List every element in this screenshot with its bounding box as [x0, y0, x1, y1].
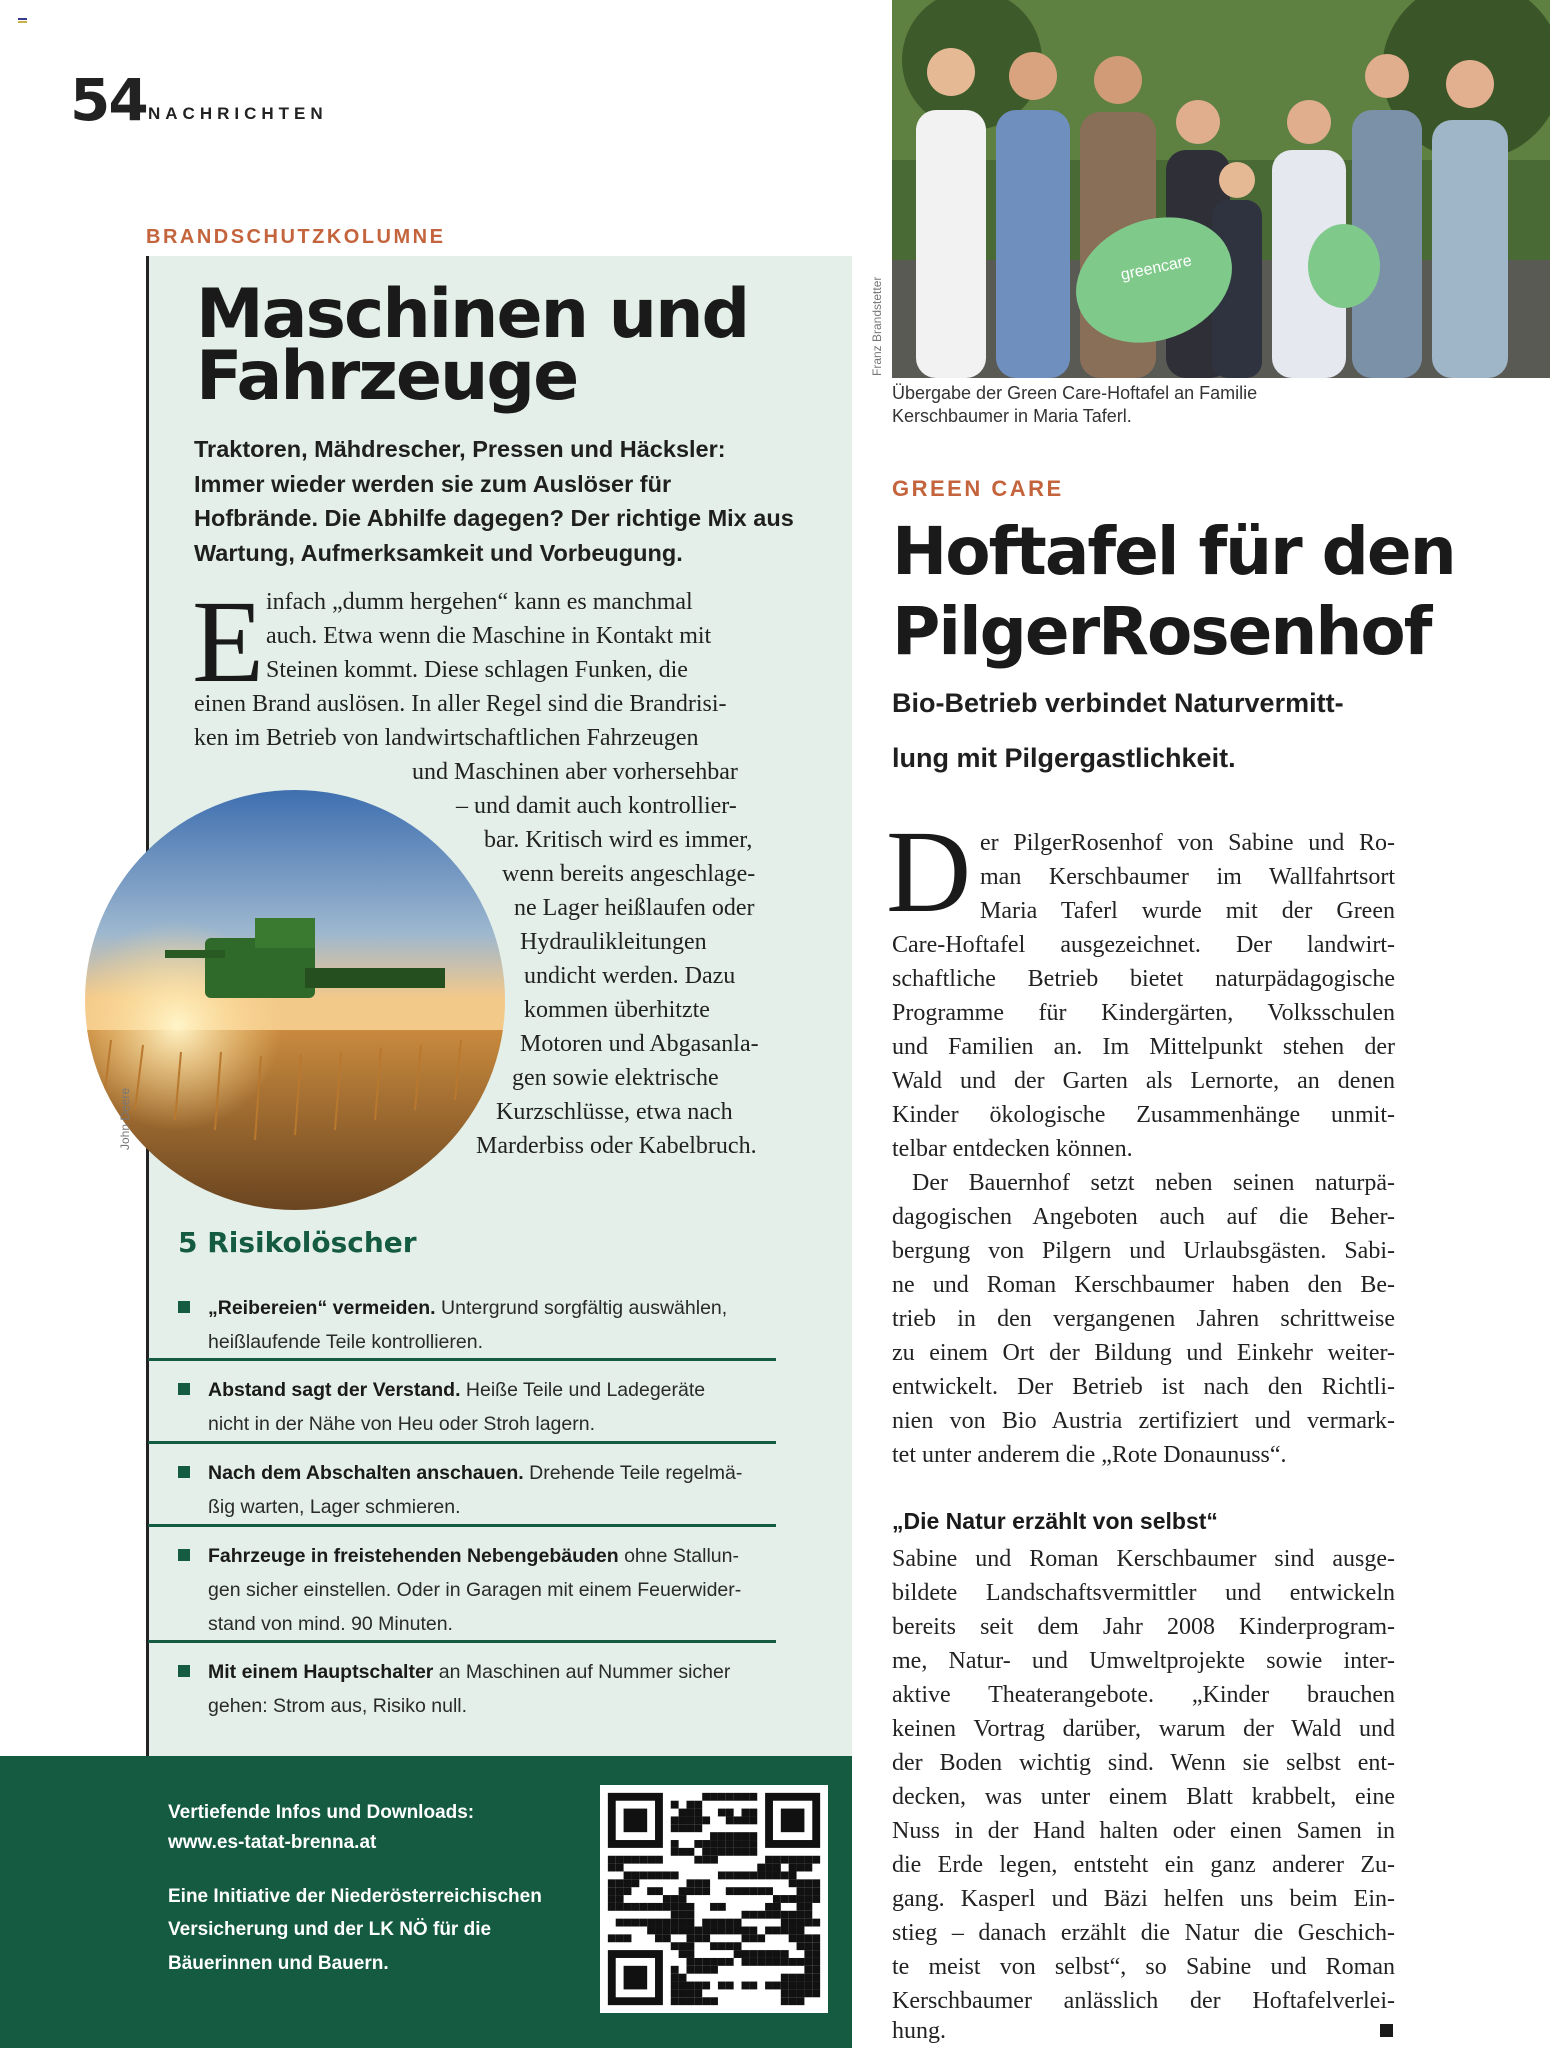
drop-cap: E: [192, 576, 265, 707]
body-line: ken im Betrieb von landwirtschaftlichen Fahrzeugen: [194, 725, 699, 751]
footer-text: Eine Initiative der Niederösterreichischen: [168, 1886, 542, 1907]
body-line: Steinen kommt. Diese schlagen Funken, die: [266, 657, 688, 683]
bullet-square-icon: [178, 1383, 190, 1395]
body-line: Kerschbaumer anlässlich der Hoftafelverlei-: [892, 1988, 1395, 2014]
body-line: bergung von Pilgern und Urlaubsgästen. Sabi-: [892, 1238, 1395, 1264]
list-divider: [148, 1524, 776, 1527]
title-line: Fahrzeuge: [196, 337, 578, 416]
body-line: gen sowie elektrische: [512, 1065, 719, 1091]
body-line: Hydraulikleitungen: [520, 929, 707, 955]
body-line: einen Brand auslösen. In aller Regel sind die Brandrisi-: [194, 691, 727, 717]
footer-text: Versicherung und der LK NÖ für die: [168, 1919, 492, 1940]
body-line: der Boden wichtig sind. Wenn sie selbst ent-: [892, 1750, 1395, 1776]
body-line: bildete Landschaftsvermittler und entwickeln: [892, 1580, 1395, 1606]
body-line: Maria Taferl wurde mit der Green: [980, 898, 1395, 924]
body-line: Nuss in der Hand halten oder einen Samen in: [892, 1818, 1395, 1844]
lead-line: Bio-Betrieb verbindet Naturvermitt-: [892, 688, 1344, 718]
body-line: und Maschinen aber vorhersehbar: [412, 759, 738, 785]
body-line: telbar entdecken können.: [892, 1136, 1133, 1162]
article-lead: Traktoren, Mähdrescher, Pressen und Häcksler: Immer wieder werden sie zum Auslöser für Hofbrände. Die Abhilfe dagegen? Der richtige Mix aus Wartung, Aufmerksamkeit und Vorbeugung.: [194, 436, 794, 566]
bullet-square-icon: [178, 1665, 190, 1677]
bullet-square-icon: [178, 1466, 190, 1478]
page-number: 54: [70, 66, 147, 134]
footer-text: Bäuerinnen und Bauern.: [168, 1953, 389, 1974]
title-line: Maschinen und: [196, 275, 749, 354]
footer-link[interactable]: www.es-tatat-brenna.at: [168, 1832, 377, 1853]
body-line: man Kerschbaumer im Wallfahrtsort: [980, 864, 1395, 890]
body-line: decken, was unter einem Blatt krabbelt, eine: [892, 1784, 1395, 1810]
body-line: te meist von selbst“, so Sabine und Roman: [892, 1954, 1395, 1980]
body-line: Marderbiss oder Kabelbruch.: [476, 1133, 757, 1159]
body-line: die Erde legen, entsteht ein ganz anderer Zu-: [892, 1852, 1395, 1878]
article-title: [196, 275, 816, 416]
body-line: aktive Theaterangebote. „Kinder brauchen: [892, 1682, 1395, 1708]
body-line: bereits seit dem Jahr 2008 Kinderprogram-: [892, 1614, 1395, 1640]
photo-credit: Franz Brandstetter: [870, 276, 884, 376]
title-line: Hoftafel für den: [892, 513, 1455, 590]
article-lead: [892, 676, 1512, 786]
body-line: tet unter anderem die „Rote Donaunuss“.: [892, 1442, 1287, 1468]
photo-caption: [892, 382, 1492, 428]
harvester-image: [85, 790, 505, 1210]
body-line: Motoren und Abgasanla-: [520, 1031, 759, 1057]
body-line: zu einem Ort der Bildung und Einkehr weiter-: [892, 1340, 1395, 1366]
drop-cap: D: [886, 806, 972, 937]
body-line: Der Bauernhof setzt neben seinen naturpä-: [912, 1170, 1395, 1196]
body-line: Kurzschlüsse, etwa nach: [496, 1099, 733, 1125]
list-divider: [148, 1358, 776, 1361]
body-line: Programme für Kindergärten, Volksschulen: [892, 1000, 1395, 1026]
body-line: entwickelt. Der Betrieb ist nach den Richtli-: [892, 1374, 1395, 1400]
body-line: nien von Bio Austria zertifiziert und vermark-: [892, 1408, 1395, 1434]
body-line: Wald und der Garten als Lernorte, an denen: [892, 1068, 1395, 1094]
list-divider: [148, 1640, 776, 1643]
caption-line: Übergabe der Green Care-Hoftafel an Familie: [892, 383, 1258, 403]
body-line: – und damit auch kontrollier-: [456, 793, 737, 819]
end-mark-icon: [1380, 2024, 1393, 2037]
body-line: kommen überhitzte: [524, 997, 710, 1023]
body-line: dagogischen Angeboten auch auf die Beher-: [892, 1204, 1395, 1230]
qr-code[interactable]: [600, 1785, 828, 2013]
bullet-square-icon: [178, 1549, 190, 1561]
body-line: Kinder ökologische Zusammenhänge unmit-: [892, 1102, 1395, 1128]
body-line: me, Natur- und Umweltprojekte sowie inter-: [892, 1648, 1395, 1674]
body-line: ne und Roman Kerschbaumer haben den Be-: [892, 1272, 1395, 1298]
language-flag-icon: [18, 18, 27, 25]
lead-line: lung mit Pilgergastlichkeit.: [892, 743, 1236, 773]
body-line: bar. Kritisch wird es immer,: [484, 827, 753, 853]
body-line: schaftliche Betrieb bietet naturpädagogische: [892, 966, 1395, 992]
body-line: Care-Hoftafel ausgezeichnet. Der landwirt-: [892, 932, 1395, 958]
bullet-square-icon: [178, 1301, 190, 1313]
body-line: trieb in den vergangenen Jahren schrittweise: [892, 1306, 1395, 1332]
body-line: und Familien an. Im Mittelpunkt stehen der: [892, 1034, 1395, 1060]
body-line: keinen Vortrag darüber, warum der Wald und: [892, 1716, 1395, 1742]
column-kicker: GREEN CARE: [892, 476, 1064, 501]
column-kicker: BRANDSCHUTZKOLUMNE: [146, 226, 446, 248]
body-line: ne Lager heißlaufen oder: [514, 895, 755, 921]
body-line: er PilgerRosenhof von Sabine und Ro-: [980, 830, 1395, 856]
caption-line: Kerschbaumer in Maria Taferl.: [892, 406, 1132, 426]
footer-label: Vertiefende Infos und Downloads:: [168, 1802, 475, 1823]
body-line: Sabine und Roman Kerschbaumer sind ausge-: [892, 1546, 1395, 1572]
body-line: wenn bereits angeschlage-: [502, 861, 756, 887]
family-photo: [892, 0, 1550, 378]
body-line: hung.: [892, 2018, 946, 2044]
article-title: [892, 512, 1532, 672]
sign-text: greencare: [1119, 252, 1194, 284]
section-label: NACHRICHTEN: [148, 104, 328, 123]
list-divider: [148, 1441, 776, 1444]
body-line: auch. Etwa wenn die Maschine in Kontakt mit: [266, 623, 712, 649]
body-line: stieg – danach erzählt die Natur die Geschich-: [892, 1920, 1395, 1946]
body-line: undicht werden. Dazu: [524, 963, 736, 989]
body-line: infach „dumm hergehen“ kann es manchmal: [266, 589, 693, 615]
subheading: „Die Natur erzählt von selbst“: [892, 1508, 1218, 1534]
risk-heading: 5 Risikolöscher: [178, 1226, 417, 1259]
title-line: PilgerRosenhof: [892, 593, 1431, 670]
image-credit: John Deere: [118, 1087, 132, 1150]
body-line: gang. Kasperl und Bäzi helfen uns beim Ein-: [892, 1886, 1395, 1912]
